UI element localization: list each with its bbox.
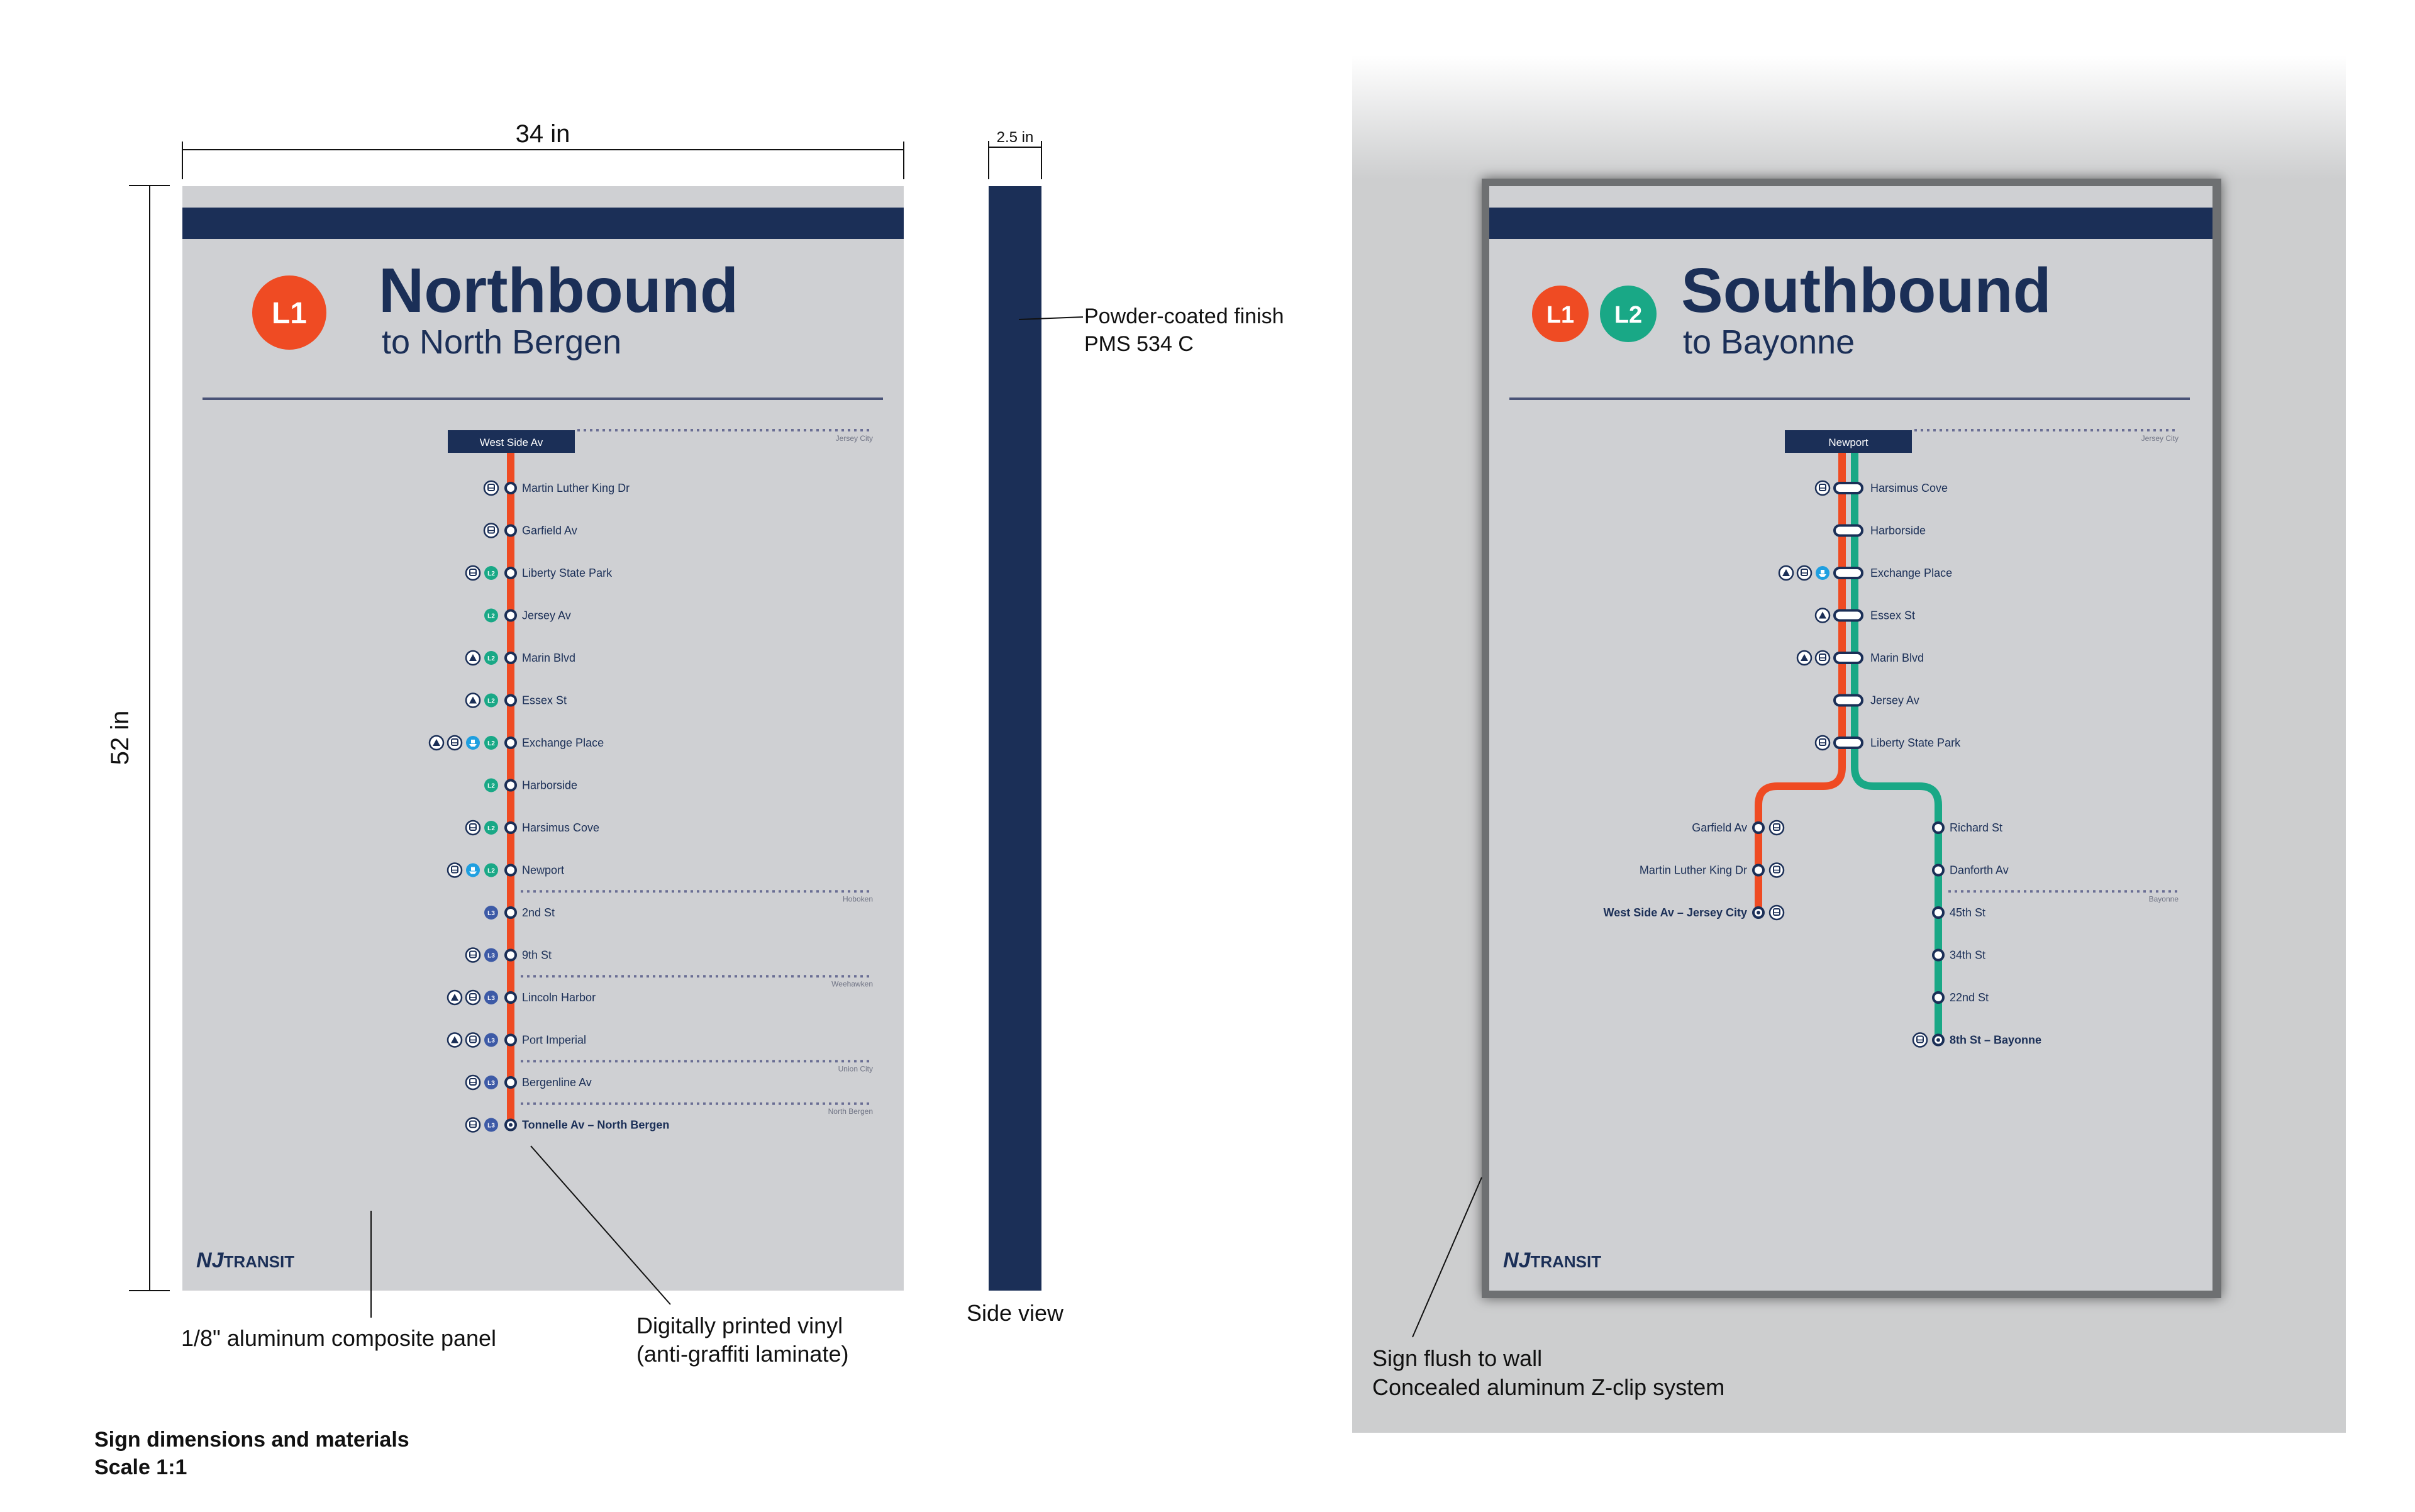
stop-name: Harborside (522, 779, 578, 792)
rail-icon (1816, 609, 1829, 623)
bus-icon (1797, 566, 1811, 580)
l3-transfer-icon (484, 1118, 498, 1132)
stop-name: Danforth Av (1950, 864, 2009, 877)
bus-icon (1770, 906, 1784, 920)
terminus-dot (1936, 1038, 1940, 1042)
l1-badge-label: L1 (271, 297, 308, 330)
side-view-label: Side view (966, 1300, 1064, 1326)
terminus-dot (509, 1123, 513, 1127)
stop-marker (506, 483, 516, 493)
l2-transfer-icon (484, 736, 498, 750)
stop-marker (1933, 865, 1943, 876)
bus-icon (466, 821, 480, 835)
height-dimension-label: 52 in (106, 710, 134, 765)
paired-stop-marker (1835, 568, 1862, 578)
ferry-icon (466, 736, 480, 750)
svg-text:L2: L2 (487, 867, 495, 875)
rail-icon (448, 991, 462, 1004)
stop-name: Harsimus Cove (522, 821, 600, 834)
northbound-origin: West Side Av (479, 436, 543, 448)
stop-name: Bergenline Av (522, 1076, 592, 1089)
rail-icon (430, 736, 443, 750)
bus-icon (484, 481, 498, 495)
stop-name: 22nd St (1950, 991, 1989, 1004)
bus-icon (1770, 821, 1784, 835)
bus-icon (1816, 481, 1829, 495)
l2-transfer-icon (484, 779, 498, 792)
stop-marker (1753, 865, 1763, 876)
southbound-header-band (1489, 208, 2212, 239)
zone-label: Weehawken (831, 979, 873, 989)
bus-icon (448, 736, 462, 750)
zone-label: Hoboken (842, 894, 873, 904)
l3-transfer-icon (484, 1076, 498, 1089)
side-view-panel (989, 186, 1041, 1291)
paired-stop-marker (1835, 696, 1862, 706)
stop-marker (506, 865, 516, 876)
width-dimension-label: 34 in (515, 120, 570, 148)
stop-marker (506, 568, 516, 578)
northbound-subtitle: to North Bergen (382, 323, 622, 361)
ferry-icon (466, 864, 480, 877)
stop-name: Marin Blvd (1870, 652, 1924, 664)
svg-text:L2: L2 (487, 613, 495, 620)
southbound-trunk-stop (1835, 694, 1919, 707)
stop-name: Martin Luther King Dr (522, 482, 630, 494)
ferry-icon (1816, 566, 1829, 580)
northbound-stop (466, 948, 552, 962)
southbound-l2-branch-stop (1933, 949, 1985, 962)
stop-marker (1933, 992, 1943, 1003)
southbound-title: Southbound (1681, 255, 2051, 326)
stop-name: Liberty State Park (1870, 737, 1961, 749)
stop-name: 45th St (1950, 906, 1986, 919)
stop-name: 34th St (1950, 948, 1986, 962)
l2-transfer-icon (484, 821, 498, 835)
rail-icon (1779, 566, 1793, 580)
southbound-logo: NJTRANSIT (1503, 1248, 1602, 1272)
stop-marker (506, 1077, 516, 1087)
southbound-trunk-stop (1835, 525, 1926, 537)
stop-marker (506, 908, 516, 918)
stop-name: 9th St (522, 948, 552, 962)
stop-marker (506, 526, 516, 536)
stop-name: West Side Av – Jersey City (1603, 906, 1747, 919)
mount-callout: Sign flush to wall Concealed aluminum Z-clip system (1372, 1345, 1725, 1400)
bus-icon (466, 1076, 480, 1089)
stop-name: Harborside (1870, 524, 1926, 537)
rail-icon (1797, 651, 1811, 665)
stop-name: Exchange Place (522, 737, 604, 749)
bus-icon (466, 1033, 480, 1047)
svg-text:L2: L2 (487, 740, 495, 747)
northbound-logo: NJTRANSIT (196, 1248, 295, 1272)
stop-marker (506, 653, 516, 663)
stop-marker (1933, 823, 1943, 833)
northbound-stop (448, 991, 596, 1004)
vinyl-callout: Digitally printed vinyl (anti-graffiti laminate) (636, 1313, 849, 1367)
stop-name: Essex St (522, 694, 567, 707)
northbound-header-band (182, 208, 904, 239)
stop-marker (506, 738, 516, 748)
bus-icon (448, 864, 462, 877)
l2-transfer-icon (484, 651, 498, 665)
paired-stop-marker (1835, 526, 1862, 536)
stop-name: Port Imperial (522, 1033, 587, 1047)
l3-transfer-icon (484, 948, 498, 962)
stop-name: 2nd St (522, 906, 555, 919)
stop-marker (506, 992, 516, 1003)
bus-icon (1913, 1033, 1927, 1047)
northbound-stop (466, 566, 613, 580)
southbound-l1-branch-stop (1640, 864, 1784, 877)
bus-icon (1816, 651, 1829, 665)
svg-text:L2: L2 (487, 782, 495, 790)
stop-marker (506, 781, 516, 791)
sheet-caption: Sign dimensions and materials Scale 1:1 (94, 1428, 409, 1479)
l3-transfer-icon (484, 991, 498, 1004)
bus-icon (1816, 736, 1829, 750)
rail-icon (448, 1033, 462, 1047)
stop-name: Garfield Av (522, 524, 577, 537)
stop-name: Exchange Place (1870, 567, 1953, 579)
stop-marker (506, 611, 516, 621)
paired-stop-marker (1835, 611, 1862, 621)
stop-name: Harsimus Cove (1870, 482, 1948, 494)
stop-name: Richard St (1950, 821, 2003, 834)
l1-badge-label: L1 (1546, 302, 1575, 328)
svg-text:L3: L3 (487, 1122, 495, 1130)
bus-icon (466, 991, 480, 1004)
finish-callout: Powder-coated finish PMS 534 C (1084, 304, 1284, 356)
southbound-subtitle: to Bayonne (1683, 323, 1855, 361)
stop-name: Lincoln Harbor (522, 991, 596, 1004)
svg-text:L2: L2 (487, 570, 495, 577)
terminus-dot (1757, 911, 1760, 914)
stop-name: Tonnelle Av – North Bergen (522, 1118, 670, 1131)
depth-dimension-label: 2.5 in (996, 129, 1034, 146)
northbound-origin-zone: Jersey City (835, 434, 873, 443)
stop-name: 8th St – Bayonne (1950, 1033, 2042, 1047)
stop-name: Newport (522, 864, 565, 877)
depth-dimension (989, 141, 1041, 179)
stop-name: Jersey Av (1870, 694, 1919, 707)
stop-name: Essex St (1870, 609, 1916, 622)
stop-name: Marin Blvd (522, 652, 576, 664)
l2-transfer-icon (484, 864, 498, 877)
stop-name: Martin Luther King Dr (1639, 864, 1747, 877)
zone-label: Union City (838, 1064, 873, 1074)
bus-icon (484, 524, 498, 538)
stop-marker (506, 950, 516, 960)
bus-icon (1770, 864, 1784, 877)
southbound-origin-zone: Jersey City (2141, 434, 2179, 443)
svg-text:L2: L2 (487, 698, 495, 705)
bus-icon (466, 1118, 480, 1132)
stop-marker (506, 1035, 516, 1045)
northbound-title: Northbound (379, 255, 739, 326)
paired-stop-marker (1835, 483, 1862, 493)
svg-text:L3: L3 (487, 952, 495, 960)
southbound-trunk-stop (1816, 736, 1961, 750)
paired-stop-marker (1835, 653, 1862, 663)
bus-icon (466, 566, 480, 580)
svg-text:L3: L3 (487, 1037, 495, 1045)
stop-marker (1753, 823, 1763, 833)
stop-marker (506, 696, 516, 706)
southbound-l1-branch-stop (1604, 906, 1784, 920)
l2-transfer-icon (484, 694, 498, 708)
l3-transfer-icon (484, 906, 498, 920)
svg-text:L3: L3 (487, 995, 495, 1002)
l2-badge-label: L2 (1614, 302, 1643, 328)
l2-transfer-icon (484, 609, 498, 623)
l3-transfer-icon (484, 1033, 498, 1047)
southbound-l2-branch-stop (1933, 991, 1989, 1004)
svg-text:L3: L3 (487, 1080, 495, 1087)
zone-label: Bayonne (2148, 894, 2179, 904)
bus-icon (466, 948, 480, 962)
stop-name: Garfield Av (1692, 821, 1747, 834)
paired-stop-marker (1835, 738, 1862, 748)
svg-text:L2: L2 (487, 655, 495, 662)
northbound-sign (182, 186, 904, 1291)
rail-icon (466, 651, 480, 665)
stop-name: Jersey Av (522, 609, 571, 622)
stop-name: Liberty State Park (522, 567, 613, 579)
southbound-sign (1482, 179, 2221, 1298)
stop-marker (1933, 908, 1943, 918)
rail-icon (466, 694, 480, 708)
height-dimension (129, 186, 170, 1291)
stop-marker (1933, 950, 1943, 960)
southbound-origin: Newport (1828, 436, 1868, 448)
stop-marker (506, 823, 516, 833)
svg-text:L2: L2 (487, 825, 495, 832)
svg-text:L3: L3 (487, 910, 495, 917)
panel-material-callout: 1/8" aluminum composite panel (181, 1325, 497, 1351)
zone-label: North Bergen (828, 1106, 873, 1116)
l2-transfer-icon (484, 566, 498, 580)
southbound-l2-branch-stop (1933, 906, 1985, 919)
